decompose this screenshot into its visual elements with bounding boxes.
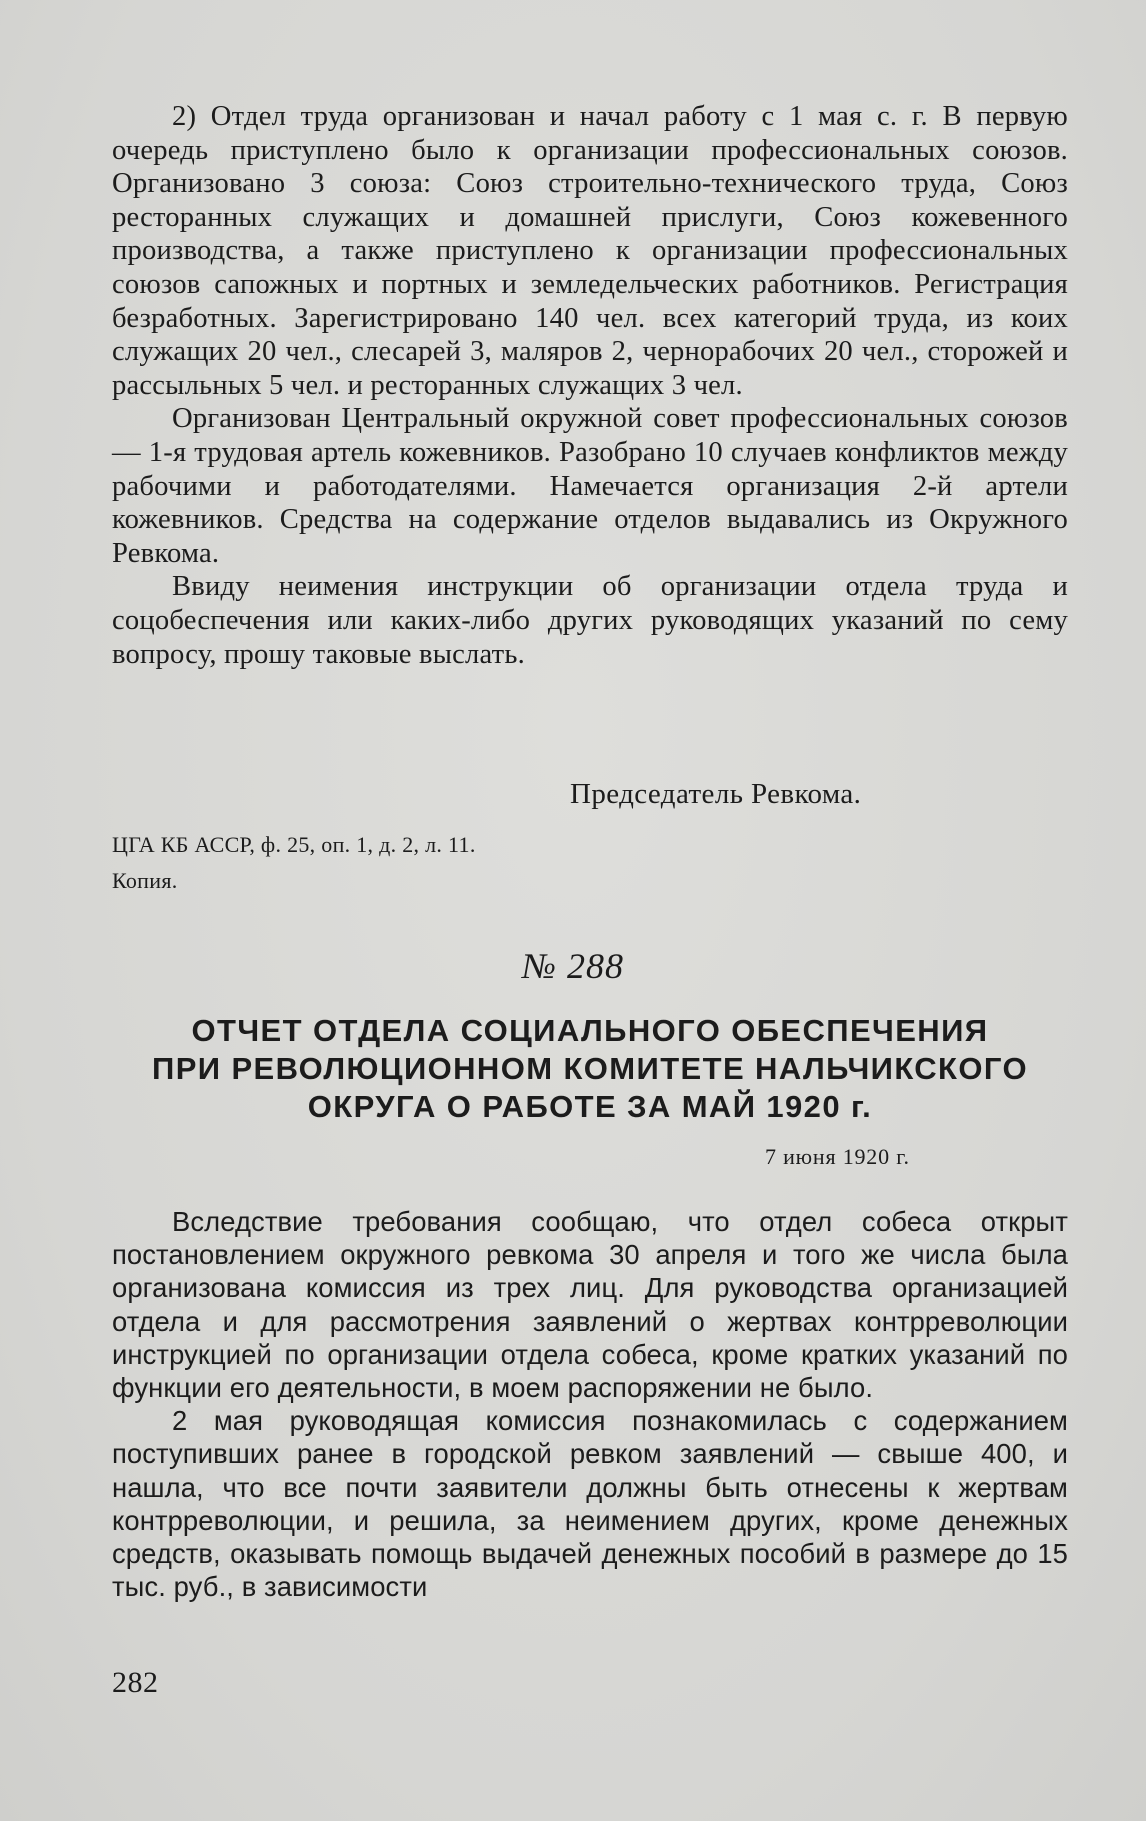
document-title xyxy=(112,1012,1068,1126)
title-line-3: ОКРУГА О РАБОТЕ ЗА МАЙ 1920 г. xyxy=(307,1089,873,1124)
title-line-1: ОТЧЕТ ОТДЕЛА СОЦИАЛЬНОГО ОБЕСПЕЧЕНИЯ xyxy=(191,1013,989,1048)
paragraph-labor-department: 2) Отдел труда организован и начал работу с 1 мая с. г. В первую очередь приступлено было к организации профессиональных союзов. Организовано 3 союза: Союз строительно-технического труда, Союз ресторанных служащих и домашней прислуги, Союз кожевенного производства, а также приступлено к организации профессиональных союзов сапожных и портных и земледельческих работников. Регистрация безработных. Зарегистрировано 140 чел. всех категорий труда, из коих служащих 20 чел., слесарей 3, маляров 2, чернорабочих 20 чел., сторожей и рассыльных 5 чел. и ресторанных служащих 3 чел. xyxy=(112,101,1068,401)
paragraph-trade-union-council: Организован Центральный окружной совет профессиональных союзов — 1-я трудовая артель кожевников. Разобрано 10 случаев конфликтов между рабочими и работодателями. Намечается организация 2-й артели кожевников. Средства на содержание отделов выдавались из Окружного Ревкома. xyxy=(112,403,1068,569)
paragraph-department-opening: Вследствие требования сообщаю, что отдел собеса открыт постановлением окружного ревкома 30 апреля и того же числа была организована комиссия из трех лиц. Для руководства организацией отдела и для рассмотрения заявлений о жертвах контрреволюции инструкцией по организации отдела собеса, кроме кратких указаний по функции его деятельности, в моем распоряжении не было. xyxy=(112,1206,1068,1404)
archive-reference: ЦГА КБ АССР, ф. 25, оп. 1, д. 2, л. 11. xyxy=(112,832,476,857)
labor-department-section xyxy=(112,100,1068,671)
page-number: 282 xyxy=(112,1666,159,1699)
document-date: 7 июня 1920 г. xyxy=(765,1144,910,1169)
copy-note: Копия. xyxy=(112,868,178,893)
signature-line: Председатель Ревкома. xyxy=(570,778,862,810)
document-number: № 288 xyxy=(522,946,624,986)
paragraph-instruction-request: Ввиду неимения инструкции об организации отдела труда и соцобеспечения или каких-либо других руководящих указаний по сему вопросу, прошу таковые выслать. xyxy=(112,571,1068,670)
title-line-2: ПРИ РЕВОЛЮЦИОННОМ КОМИТЕТЕ НАЛЬЧИКСКОГО xyxy=(152,1051,1028,1086)
report-body xyxy=(112,1205,1068,1603)
paragraph-commission-decision: 2 мая руководящая комиссия познакомилась с содержанием поступивших ранее в городской ревком заявлений — свыше 400, и нашла, что все почти заявители должны быть отнесены к жертвам контрреволюции, и решила, за неимением других, кроме денежных средств, оказывать помощь выдачей денежных пособий в размере до 15 тыс. руб., в зависимости xyxy=(112,1405,1068,1603)
